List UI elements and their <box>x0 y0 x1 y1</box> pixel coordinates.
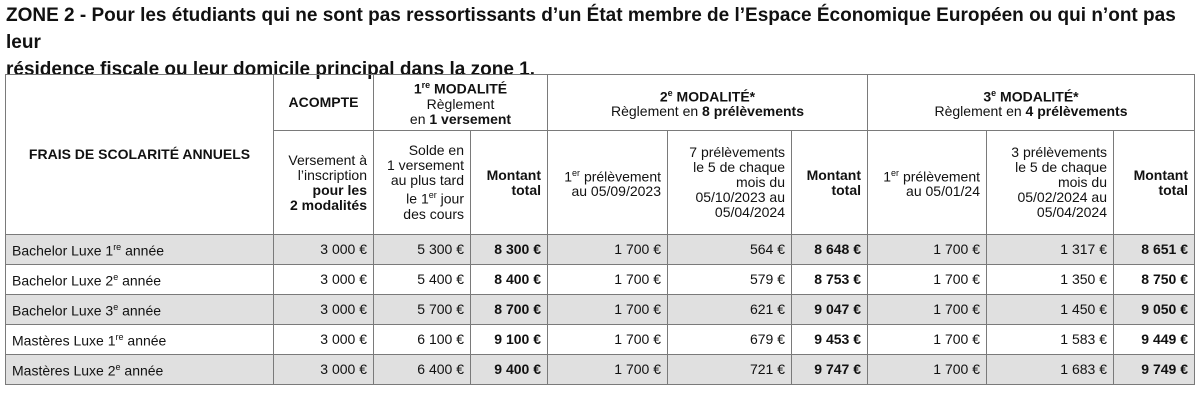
acompte-title: ACOMPTE <box>288 94 359 110</box>
m2-first-value: 1 700 € <box>548 265 668 295</box>
m3-monthly-value: 1 683 € <box>987 355 1114 385</box>
program-name: Mastères Luxe 1re année <box>6 325 274 355</box>
program-name: Bachelor Luxe 1re année <box>6 235 274 265</box>
m3-monthly-value: 1 317 € <box>987 235 1114 265</box>
modality-1-title: 1re MODALITÉ <box>413 80 508 97</box>
heading-line-2: résidence fiscale ou leur domicile principal dans la zone 1. <box>6 59 536 80</box>
table-row <box>6 235 1195 265</box>
m2-monthly-value: 621 € <box>668 295 792 325</box>
m3-total-value: 8 750 € <box>1114 265 1195 295</box>
m2-first-value: 1 700 € <box>548 235 668 265</box>
page-heading <box>6 2 1194 83</box>
header-row-modalities <box>6 75 1195 131</box>
modality-2-subtitle: Règlement en 8 prélèvements <box>610 103 804 120</box>
m3-first-value: 1 700 € <box>868 355 987 385</box>
table-row <box>6 355 1195 385</box>
program-name: Bachelor Luxe 2e année <box>6 265 274 295</box>
m3-monthly-value: 1 450 € <box>987 295 1114 325</box>
m2-monthly-value: 564 € <box>668 235 792 265</box>
acompte-value: 3 000 € <box>274 235 374 265</box>
table-row <box>6 325 1195 355</box>
modality-2-monthly-header: 7 prélèvements le 5 de chaque mois du 05/10/2023 au 05/04/2024 <box>668 131 792 235</box>
modality-3-monthly-header: 3 prélèvements le 5 de chaque mois du 05/02/2024 au 05/04/2024 <box>987 131 1114 235</box>
modality-1-total-header: Montant total <box>471 131 548 235</box>
m1-solde-value: 6 400 € <box>374 355 471 385</box>
row-header-label: FRAIS DE SCOLARITÉ ANNUELS <box>28 146 251 162</box>
tuition-fees-table <box>5 74 1195 385</box>
m1-total-value: 8 300 € <box>471 235 548 265</box>
m1-total-value: 9 100 € <box>471 325 548 355</box>
m2-total-value: 8 648 € <box>792 235 868 265</box>
program-name: Mastères Luxe 2e année <box>6 355 274 385</box>
table-row <box>6 295 1195 325</box>
m3-first-value: 1 700 € <box>868 235 987 265</box>
m3-total-value: 9 449 € <box>1114 325 1195 355</box>
modality-3-title: 3e MODALITÉ* <box>983 87 1079 105</box>
m3-total-value: 9 050 € <box>1114 295 1195 325</box>
m2-monthly-value: 679 € <box>668 325 792 355</box>
modality-2-header <box>548 75 868 131</box>
acompte-value: 3 000 € <box>274 265 374 295</box>
m3-total-value: 8 651 € <box>1114 235 1195 265</box>
m1-solde-value: 5 700 € <box>374 295 471 325</box>
m2-monthly-value: 721 € <box>668 355 792 385</box>
m2-total-value: 9 453 € <box>792 325 868 355</box>
m2-monthly-value: 579 € <box>668 265 792 295</box>
acompte-value: 3 000 € <box>274 295 374 325</box>
table-row <box>6 265 1195 295</box>
modality-1-subtitle-2: en 1 versement <box>409 110 512 127</box>
m1-solde-value: 5 400 € <box>374 265 471 295</box>
acompte-subheader: Versement à l’inscription pour les 2 modalités <box>274 131 374 235</box>
modality-1-subtitle: Règlement <box>426 95 495 112</box>
m3-first-value: 1 700 € <box>868 295 987 325</box>
row-header-frais <box>6 75 274 235</box>
m1-solde-value: 6 100 € <box>374 325 471 355</box>
m3-first-value: 1 700 € <box>868 325 987 355</box>
modality-3-first-header: 1er prélèvement au 05/01/24 <box>868 131 987 235</box>
modality-3-total-header: Montant total <box>1114 131 1195 235</box>
m2-first-value: 1 700 € <box>548 355 668 385</box>
modality-1-header <box>374 75 548 131</box>
m3-first-value: 1 700 € <box>868 265 987 295</box>
acompte-value: 3 000 € <box>274 355 374 385</box>
m2-total-value: 9 047 € <box>792 295 868 325</box>
m2-total-value: 8 753 € <box>792 265 868 295</box>
program-name: Bachelor Luxe 3e année <box>6 295 274 325</box>
m1-total-value: 9 400 € <box>471 355 548 385</box>
m2-first-value: 1 700 € <box>548 325 668 355</box>
m1-total-value: 8 400 € <box>471 265 548 295</box>
acompte-header <box>274 75 374 131</box>
heading-line-1: ZONE 2 - Pour les étudiants qui ne sont pas ressortissants d’un État membre de l’Espace Économique Européen ou qui n’ont pas leur <box>6 5 1176 53</box>
m1-total-value: 8 700 € <box>471 295 548 325</box>
m2-first-value: 1 700 € <box>548 295 668 325</box>
m3-total-value: 9 749 € <box>1114 355 1195 385</box>
m2-total-value: 9 747 € <box>792 355 868 385</box>
modality-2-title: 2e MODALITÉ* <box>659 87 756 105</box>
m3-monthly-value: 1 350 € <box>987 265 1114 295</box>
m3-monthly-value: 1 583 € <box>987 325 1114 355</box>
modality-2-first-header: 1er prélèvement au 05/09/2023 <box>548 131 668 235</box>
modality-3-subtitle: Règlement en 4 prélèvements <box>934 103 1128 120</box>
modality-1-solde-header: Solde en 1 versement au plus tard le 1er jour des cours <box>374 131 471 235</box>
modality-3-header <box>868 75 1195 131</box>
m1-solde-value: 5 300 € <box>374 235 471 265</box>
acompte-value: 3 000 € <box>274 325 374 355</box>
modality-2-total-header: Montant total <box>792 131 868 235</box>
